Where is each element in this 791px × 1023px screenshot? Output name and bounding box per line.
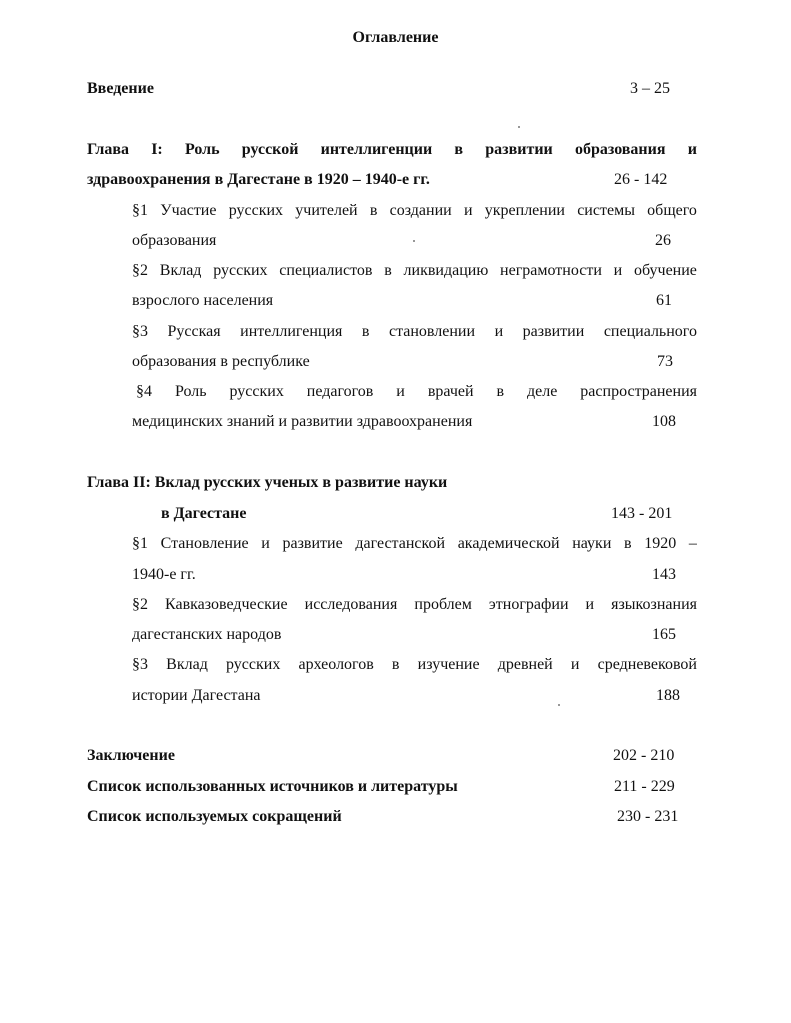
ch2-section1-page: 143 xyxy=(652,566,676,583)
ch2-section1-line2: 1940-е гг. xyxy=(132,566,196,583)
chapter2-title-line1: Глава II: Вклад русских ученых в развитие науки xyxy=(87,474,448,491)
scan-speck xyxy=(558,704,560,706)
chapter2-pages: 143 - 201 xyxy=(611,505,673,522)
ch2-section3-line2: истории Дагестана xyxy=(132,687,261,704)
ch1-section4-line2: медицинских знаний и развитии здравоохранения xyxy=(132,413,473,430)
chapter1-title-line1: Глава I: Роль русской интеллигенции в развитии образования и xyxy=(87,141,697,158)
toc-sources-pages: 211 - 229 xyxy=(614,778,675,795)
ch1-section2-line1: §2 Вклад русских специалистов в ликвидацию неграмотности и обучение xyxy=(132,262,697,279)
toc-abbreviations-pages: 230 - 231 xyxy=(617,808,679,825)
toc-abbreviations-label: Список используемых сокращений xyxy=(87,808,342,825)
chapter1-pages: 26 - 142 xyxy=(614,171,668,188)
scan-speck xyxy=(413,240,415,242)
ch1-section2-page: 61 xyxy=(656,292,672,309)
ch2-section2-line1: §2 Кавказоведческие исследования проблем этнографии и языкознания xyxy=(132,596,697,613)
ch1-section2-line2: взрослого населения xyxy=(132,292,274,309)
toc-conclusion-pages: 202 - 210 xyxy=(613,747,675,764)
ch1-section4-line1: §4 Роль русских педагогов и врачей в деле распространения xyxy=(136,383,697,400)
toc-sources-label: Список использованных источников и литературы xyxy=(87,778,458,795)
ch2-section2-line2: дагестанских народов xyxy=(132,626,282,643)
ch2-section2-page: 165 xyxy=(652,626,676,643)
ch1-section1-line1: §1 Участие русских учителей в создании и укреплении системы общего xyxy=(132,202,697,219)
ch1-section3-line2: образования в республике xyxy=(132,353,310,370)
ch1-section1-page: 26 xyxy=(655,232,671,249)
toc-intro-pages: 3 – 25 xyxy=(630,80,670,97)
ch2-section3-line1: §3 Вклад русских археологов в изучение древней и средневековой xyxy=(132,656,697,673)
ch1-section4-page: 108 xyxy=(652,413,676,430)
ch2-section1-line1: §1 Становление и развитие дагестанской академической науки в 1920 – xyxy=(132,535,697,552)
toc-intro-label: Введение xyxy=(87,80,154,97)
ch1-section1-line2: образования xyxy=(132,232,217,249)
ch1-section3-page: 73 xyxy=(657,353,673,370)
chapter1-title-line2: здравоохранения в Дагестане в 1920 – 1940-е гг. xyxy=(87,171,430,188)
ch1-section3-line1: §3 Русская интеллигенция в становлении и развитии специального xyxy=(132,323,697,340)
scan-speck xyxy=(518,126,520,128)
page-title: Оглавление xyxy=(352,29,439,46)
chapter2-title-line2: в Дагестане xyxy=(161,505,247,522)
ch2-section3-page: 188 xyxy=(656,687,680,704)
toc-conclusion-label: Заключение xyxy=(87,747,175,764)
